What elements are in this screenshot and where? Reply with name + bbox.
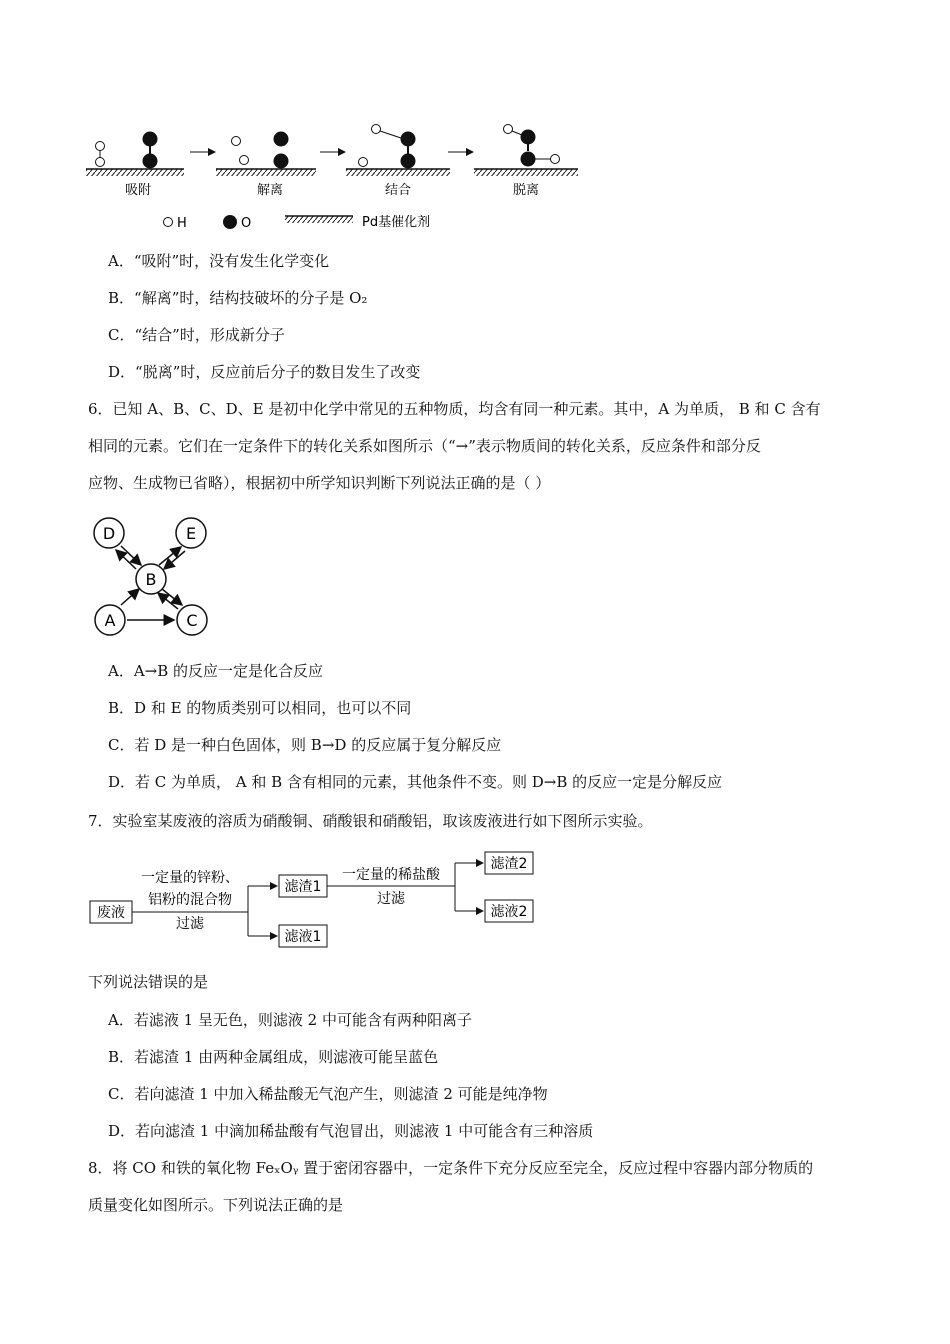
flow-step2-bottom: 过滤 (377, 891, 405, 907)
catalysis-figure (80, 118, 600, 233)
stage-label-dissociation: 解离 (256, 183, 284, 198)
q5-option-b: B．“解离”时，结构技破坏的分子是 O₂ (108, 289, 368, 307)
flow-step2-top: 一定量的稀盐酸 (342, 867, 440, 883)
q6-option-c: C．若 D 是一种白色固体，则 B→D 的反应属于复分解反应 (108, 736, 502, 754)
q5-option-a: A．“吸附”时，没有发生化学变化 (108, 252, 330, 270)
q7-stem: 7．实验室某废液的溶质为硝酸铜、硝酸银和硝酸铝，取该废液进行如下图所示实验。 (88, 812, 653, 830)
flow-filtrate2-label: 滤液2 (490, 904, 528, 920)
stage-label-adsorption: 吸附 (124, 183, 152, 198)
node-e (176, 518, 206, 548)
flow-residue1-label: 滤渣1 (284, 879, 322, 895)
q8-stem-line-1: 8．将 CO 和铁的氧化物 FeₓOᵧ 置于密闭容器中，一定条件下充分反应至完全，反应过程中容器内部分物质的 (88, 1159, 814, 1177)
svg-text:D: D (102, 524, 116, 543)
svg-text:E: E (185, 524, 197, 543)
q7-option-a: A．若滤液 1 呈无色，则滤液 2 中可能含有两种阳离子 (108, 1011, 472, 1029)
q6-stem-line-1: 6．已知 A、B、C、D、E 是初中化学中常见的五种物质，均含有同一种元素。其中，A 为单质， B 和 C 含有 (88, 400, 821, 418)
stage-combination-panel (346, 125, 450, 177)
q6-stem-line-2: 相同的元素。它们在一定条件下的转化关系如图所示（“→”表示物质间的转化关系，反应条件和部分反 (88, 437, 761, 455)
node-b (136, 564, 166, 594)
flow-residue2-label: 滤渣2 (490, 856, 528, 872)
q5-option-c: C．“结合”时，形成新分子 (108, 326, 285, 344)
svg-text:C: C (186, 611, 198, 630)
flow-step1-bottom: 过滤 (176, 916, 204, 932)
q6-option-a: A．A→B 的反应一定是化合反应 (108, 662, 324, 680)
q7-option-c: C．若向滤渣 1 中加入稀盐酸无气泡产生，则滤渣 2 可能是纯净物 (108, 1085, 548, 1103)
node-a (95, 605, 125, 635)
flow-step1-top-1: 一定量的锌粉、 (141, 870, 239, 886)
stage-desorption-panel (474, 125, 578, 177)
stage-adsorption-panel (86, 132, 184, 177)
stage-label-combination: 结合 (384, 183, 412, 198)
node-c (177, 605, 207, 635)
svg-text:A: A (104, 611, 116, 630)
q7-option-b: B．若滤渣 1 由两种金属组成，则滤液可能呈蓝色 (108, 1048, 439, 1066)
q6-relation-diagram (85, 512, 225, 640)
stage-dissociation-panel (216, 132, 316, 177)
legend-catalyst-label: Pd基催化剂 (362, 215, 431, 230)
figure-legend (164, 214, 431, 231)
stage-label-desorption: 脱离 (512, 183, 540, 198)
q6-option-b: B．D 和 E 的物质类别可以相同，也可以不同 (108, 699, 412, 717)
flow-start-label: 废液 (97, 905, 125, 921)
q5-option-d: D．“脱离”时，反应前后分子的数目发生了改变 (108, 363, 421, 381)
q6-stem-line-3: 应物、生成物已省略），根据初中所学知识判断下列说法正确的是（ ） (88, 474, 551, 492)
svg-text:B: B (145, 570, 157, 589)
q7-question: 下列说法错误的是 (88, 973, 209, 991)
q8-stem-line-2: 质量变化如图所示。下列说法正确的是 (88, 1196, 344, 1214)
node-d (94, 518, 124, 548)
flow-step1-top-2: 铝粉的混合物 (148, 892, 232, 908)
flow-filtrate1-label: 滤液1 (284, 929, 322, 945)
q7-flow-diagram (85, 846, 545, 956)
q6-option-d: D．若 C 为单质， A 和 B 含有相同的元素，其他条件不变。则 D→B 的反应一定是分解反应 (108, 773, 723, 791)
legend-o-label: O (241, 216, 252, 231)
q7-option-d: D．若向滤渣 1 中滴加稀盐酸有气泡冒出，则滤液 1 中可能含有三种溶质 (108, 1122, 594, 1140)
legend-h-label: H (177, 216, 187, 231)
